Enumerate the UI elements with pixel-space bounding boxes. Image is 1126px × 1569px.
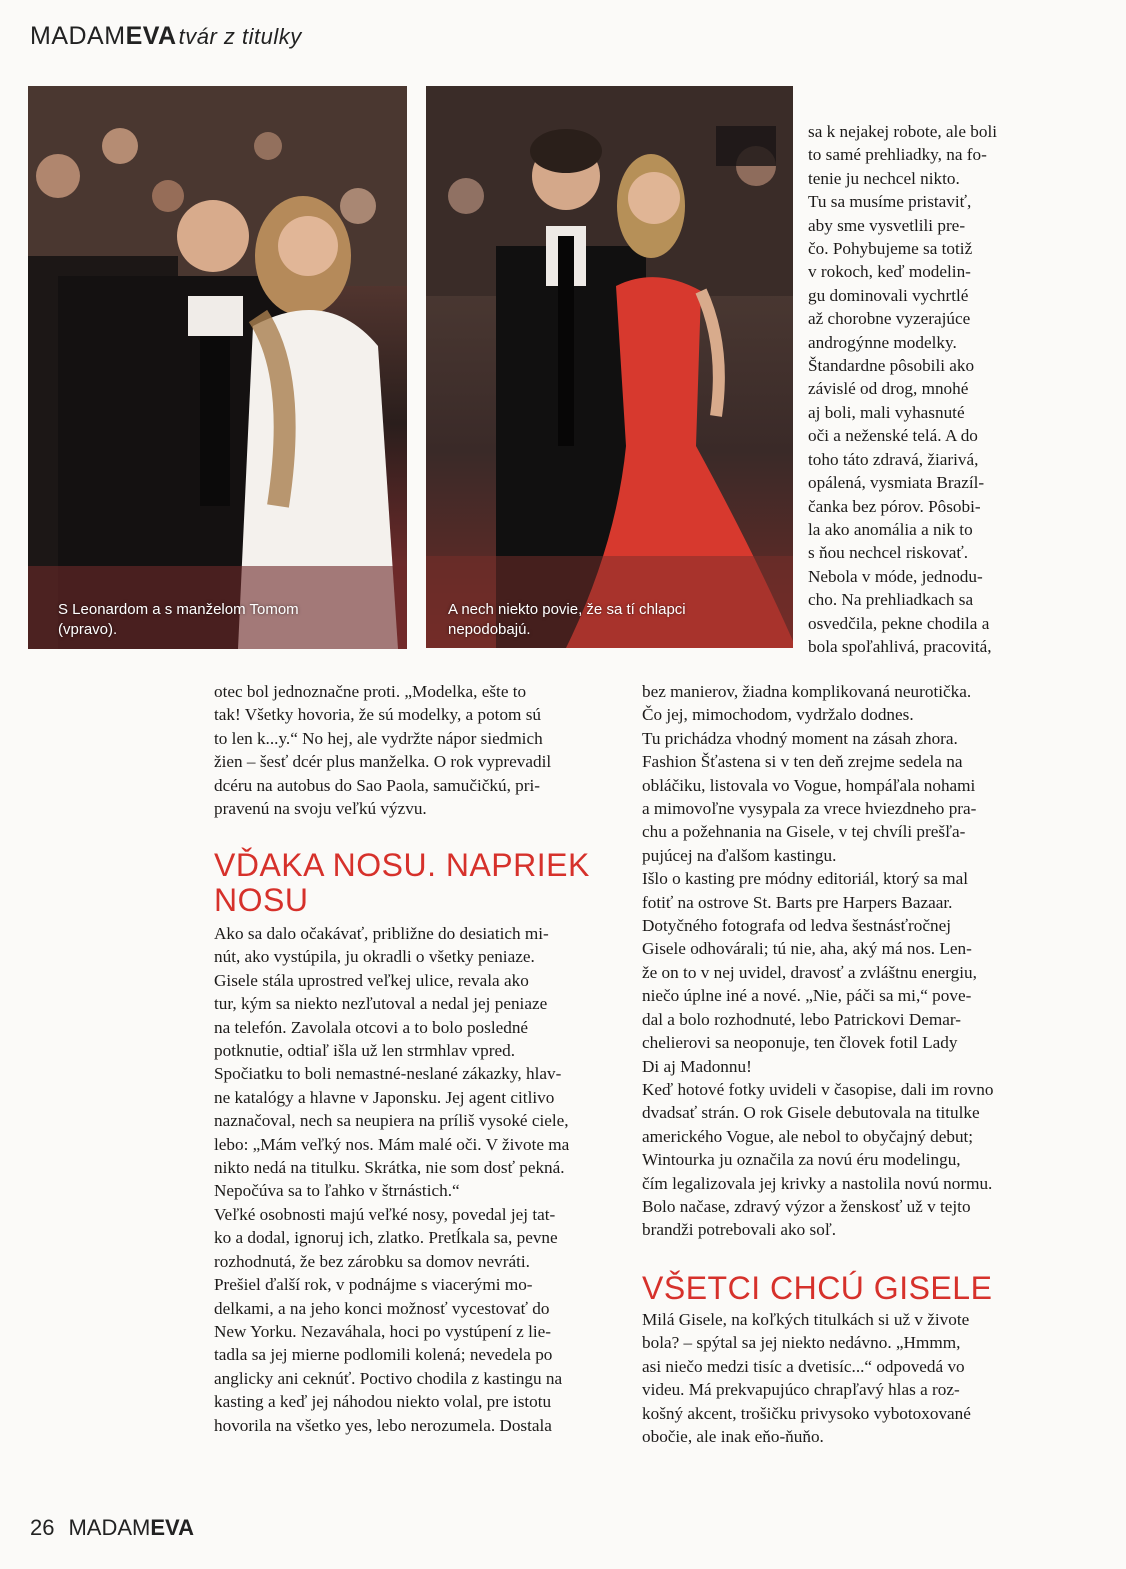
right-top-text-line: v rokoch, keď modelin- xyxy=(808,262,971,282)
right-body-text-line: fotiť na ostrove St. Barts pre Harpers Bazaar. xyxy=(642,892,953,912)
left-intro-text-line: žien – šesť dcér plus manželka. O rok vyprevadil xyxy=(214,752,552,772)
right-top-text-line: závislé od drog, mnohé xyxy=(808,379,969,399)
left-body-text-line: New Yorku. Nezaváhala, hoci po vystúpení z lie- xyxy=(214,1321,551,1341)
left-body-text-line: potknutie, odtiaľ išla už len strmhlav vpred. xyxy=(214,1041,516,1061)
right-body-text-line: chu a požehnania na Gisele, v tej chvíli prešľa- xyxy=(642,822,966,842)
right-body-text-line: chelierovi sa neoponuje, ten človek fotil Lady xyxy=(642,1033,958,1053)
footer-brand-bold: EVA xyxy=(150,1515,194,1540)
left-intro-text-line: pravenú na svoju veľkú výzvu. xyxy=(214,799,427,819)
left-body-text-line: rozhodnutá, že bez zárobku sa domov nevráti. xyxy=(214,1251,530,1271)
photo-caption-1-line1: S Leonardom a s manželom Tomom xyxy=(58,601,299,618)
heading-vdaka-nosu-line2: NOSU xyxy=(214,882,309,918)
right-top-text-line: opálená, vysmiata Brazíl- xyxy=(808,473,985,493)
right-top-text-line: až chorobne vyzerajúce xyxy=(808,309,971,329)
right-body-text-line: Bolo načase, zdravý výzor a ženskosť už v tejto xyxy=(642,1196,971,1216)
right-top-text-line: Tu sa musíme pristaviť, xyxy=(808,192,972,212)
left-body-text-line: lebo: „Mám veľký nos. Mám malé oči. V živote ma xyxy=(214,1134,570,1154)
column-right-top xyxy=(808,120,1036,658)
right-body-text-line: obláčiku, listovala vo Vogue, hompáľala nohami xyxy=(642,775,976,795)
right-body2-text-line: bola? – spýtal sa jej niekto nedávno. „Hmmm, xyxy=(642,1333,961,1353)
column-right-body xyxy=(642,680,1036,1242)
right-top-text-line: oči a neženské telá. A do xyxy=(808,426,978,446)
right-body-text-line: brandži potrebovali ako soľ. xyxy=(642,1220,837,1240)
column-left-body xyxy=(214,922,606,1437)
heading-vdaka-nosu xyxy=(214,848,590,918)
column-right-body-2 xyxy=(642,1308,1036,1448)
right-body-text-line: Gisele odhovárali; tú nie, aha, aký má nos. Len- xyxy=(642,939,972,959)
left-body-text-line: hovorila na všetko yes, lebo nerozumela. Dostala xyxy=(214,1415,552,1435)
left-intro-text-line: otec bol jednoznačne proti. „Modelka, ešte to xyxy=(214,682,527,701)
left-body-text-line: nikto nedá na titulku. Skrátka, nie som dosť pekná. xyxy=(214,1158,565,1178)
photo-caption-1-line2: (vpravo). xyxy=(58,621,118,638)
photo-caption-2-line2: nepodobajú. xyxy=(448,621,531,638)
heading-vdaka-nosu-line1: VĎAKA NOSU. NAPRIEK xyxy=(214,847,590,883)
left-body-text-line: tur, kým sa niekto nezľutoval a nedal jej peniaze xyxy=(214,994,548,1014)
right-body-text-line: čím legalizovala jej krivky a nastolila novú normu. xyxy=(642,1173,993,1193)
left-body-text-line: kasting a keď jej náhodou niekto volal, pre istotu xyxy=(214,1392,552,1412)
right-top-text-line: gu dominovali vychrtlé xyxy=(808,285,969,305)
right-body-text-line: Keď hotové fotky uvideli v časopise, dali im rovno xyxy=(642,1079,994,1099)
right-body-text-line: dvadsať strán. O rok Gisele debutovala na titulke xyxy=(642,1103,980,1123)
right-body-text-line: že on to v nej uvidel, dravosť a zvláštnu energiu, xyxy=(642,962,977,982)
right-top-text-line: čo. Pohybujeme sa totiž xyxy=(808,239,973,259)
photo-gisele-leonardo xyxy=(28,86,407,649)
right-body-text-line: niečo úplne iné a nové. „Nie, páči sa mi,“ pove- xyxy=(642,986,972,1006)
right-top-text-line: bola spoľahlivá, pracovitá, xyxy=(808,636,992,656)
left-intro-text-line: dcéru na autobus do Sao Paola, samučičkú, pri- xyxy=(214,775,541,795)
left-body-text-line: Nepočúva sa to ľahko v štrnástich.“ xyxy=(214,1181,460,1201)
left-body-text-line: nút, ako vystúpila, ju okradli o všetky peniaze. xyxy=(214,947,535,967)
photo-illustration-1 xyxy=(28,86,407,649)
right-body2-text-line: košný akcent, trošičku privysoko vybotoxované xyxy=(642,1403,971,1423)
left-intro-text-line: tak! Všetky hovoria, že sú modelky, a potom sú xyxy=(214,705,541,725)
page-footer xyxy=(30,1515,194,1541)
header-section: tvár z titulky xyxy=(178,24,302,49)
right-body2-text-line: asi niečo medzi tisíc a dvetisíc...“ odpovedá vo xyxy=(642,1356,965,1376)
photo-caption-2-line1: A nech niekto povie, že sa tí chlapci xyxy=(448,601,686,618)
left-body-text-line: naznačoval, nech sa neupiera na príliš vysoké ciele, xyxy=(214,1111,569,1131)
right-body2-text-line: Milá Gisele, na koľkých titulkách si už v živote xyxy=(642,1310,970,1329)
right-body-text-line: amerického Vogue, ale nebol to obyčajný debut; xyxy=(642,1126,974,1146)
heading-vsetci-chcu: VŠETCI CHCÚ GISELE xyxy=(642,1270,993,1306)
running-header xyxy=(30,22,302,51)
right-top-text-line: androgýnne modelky. xyxy=(808,332,957,352)
right-body-text-line: dal a bolo rozhodnuté, lebo Patrickovi Demar- xyxy=(642,1009,961,1029)
right-body-text-line: Di aj Madonnu! xyxy=(642,1056,752,1076)
right-top-text-line: cho. Na prehliadkach sa xyxy=(808,590,974,610)
left-body-text-line: na telefón. Zavolala otcovi a to bolo posledné xyxy=(214,1017,529,1037)
right-top-text-line: sa k nejakej robote, ale boli xyxy=(808,122,997,141)
left-body-text-line: Spočiatku to boli nemastné-neslané zákazky, hlav- xyxy=(214,1064,562,1084)
left-body-text-line: ne katalógy a hlavne v Japonsku. Jej agent citlivo xyxy=(214,1087,555,1107)
left-body-text-line: tadla sa jej mierne podlomili kolená; nevedela po xyxy=(214,1345,553,1365)
right-body-text-line: a mimovoľne vysypala za vrece hviezdneho pra- xyxy=(642,799,977,819)
left-body-text-line: anglicky ani ceknúť. Poctivo chodila z kastingu na xyxy=(214,1368,563,1388)
left-body-text-line: Veľké osobnosti majú veľké nosy, povedal jej tat- xyxy=(214,1204,556,1224)
right-top-text-line: la ako anomália a nik to xyxy=(808,519,973,539)
right-top-text-line: aby sme vysvetlili pre- xyxy=(808,215,966,235)
right-top-text-line: s ňou nechcel riskovať. xyxy=(808,543,969,563)
header-brand-regular: MADAM xyxy=(30,22,126,50)
right-top-text-line: Nebola v móde, jednodu- xyxy=(808,566,983,586)
right-top-text-line: osvedčila, pekne chodila a xyxy=(808,613,990,633)
photo-caption-1 xyxy=(58,600,299,640)
right-body2-text-line: obočie, ale inak eňo-ňuňo. xyxy=(642,1427,824,1447)
column-left-intro xyxy=(214,680,606,820)
right-top-text-line: tenie ju nechcel nikto. xyxy=(808,168,960,188)
right-body-text-line: bez manierov, žiadna komplikovaná neurotička. xyxy=(642,682,972,701)
right-top-text-line: aj boli, mali vyhasnuté xyxy=(808,402,965,422)
right-top-text-line: Štandardne pôsobili ako xyxy=(808,356,975,376)
header-brand-bold: EVA xyxy=(125,22,177,50)
left-body-text-line: Ako sa dalo očakávať, približne do desiatich mi- xyxy=(214,924,549,943)
left-body-text-line: Gisele stála uprostred veľkej ulice, revala ako xyxy=(214,970,529,990)
page-number: 26 xyxy=(30,1515,55,1540)
right-body2-text-line: videu. Má prekvapujúco chrapľavý hlas a roz- xyxy=(642,1380,960,1400)
right-body-text-line: Wintourka ju označila za novú éru modelingu, xyxy=(642,1150,961,1170)
left-body-text-line: delkami, a na jeho konci možnosť vycestovať do xyxy=(214,1298,550,1318)
photo-illustration-2 xyxy=(426,86,793,648)
right-top-text-line: to samé prehliadky, na fo- xyxy=(808,145,987,165)
right-body-text-line: Čo jej, mimochodom, vydržalo dodnes. xyxy=(642,705,914,725)
left-body-text-line: Prešiel ďalší rok, v podnájme s viacerými mo- xyxy=(214,1275,533,1295)
right-body-text-line: Tu prichádza vhodný moment na zásah zhora. xyxy=(642,728,958,748)
right-body-text-line: pujúcej na ďalšom kastingu. xyxy=(642,845,837,865)
right-body-text-line: Išlo o kasting pre módny editoriál, ktorý sa mal xyxy=(642,869,969,889)
right-top-text-line: čanka bez pórov. Pôsobi- xyxy=(808,496,981,516)
right-body-text-line: Fashion Šťastena si v ten deň zrejme sedela na xyxy=(642,752,963,772)
left-intro-text-line: to len k...y.“ No hej, ale vydržte nápor siedmich xyxy=(214,728,543,748)
photo-gisele-tom xyxy=(426,86,793,648)
right-body-text-line: Dotyčného fotografa od ledva šestnásťročnej xyxy=(642,916,951,936)
footer-brand-regular: MADAM xyxy=(68,1515,151,1540)
photo-caption-2 xyxy=(448,600,686,640)
right-top-text-line: toho táto zdravá, žiarivá, xyxy=(808,449,979,469)
left-body-text-line: ko a dodal, ignoruj ich, zlatko. Pretĺkala sa, pevne xyxy=(214,1228,558,1248)
